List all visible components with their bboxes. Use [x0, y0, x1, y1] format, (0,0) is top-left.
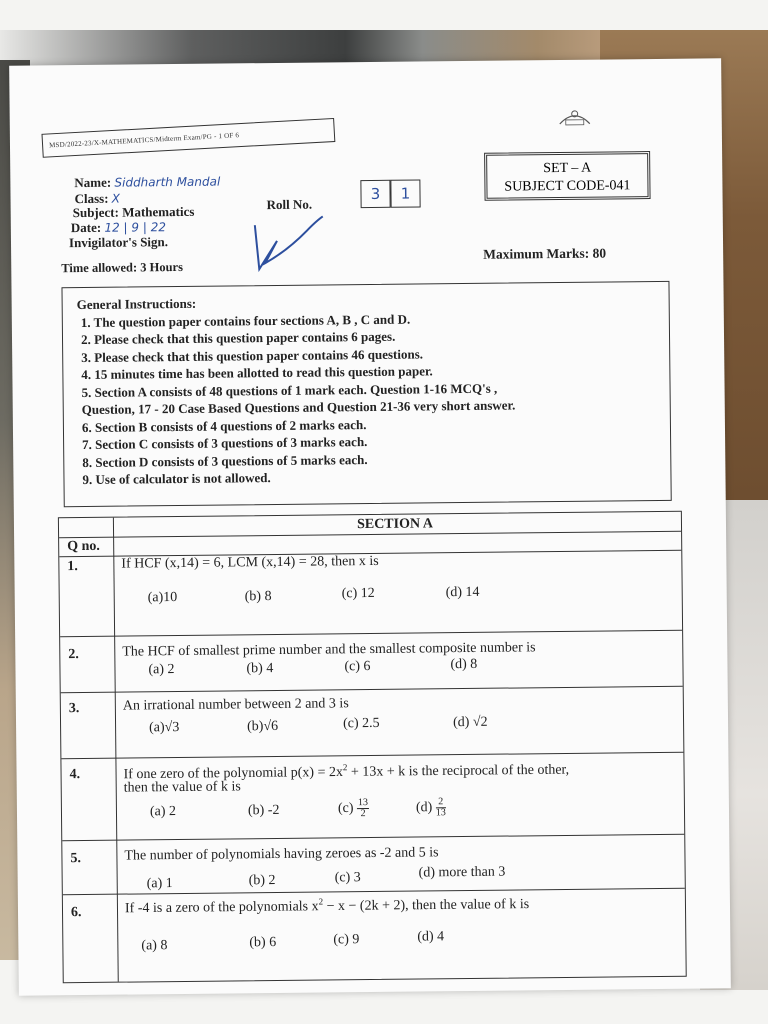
option: (b) 4 [246, 661, 274, 677]
invigilator-label: Invigilator's Sign. [68, 234, 169, 251]
option: (b) 8 [244, 589, 272, 605]
instruction-item: 5. Section A consists of 48 questions of 1 mark each. Question 1-16 MCQ's , [81, 380, 498, 400]
question-text-part: + 13x + k is the reciprocal of the other, [347, 762, 570, 780]
option: (b)√6 [247, 718, 279, 735]
roll-digit: 1 [390, 179, 420, 207]
instruction-item: 8. Section D consists of 3 questions of 5 marks each. [82, 451, 368, 470]
instruction-item: 3. Please check that this question paper contains 46 questions. [81, 345, 424, 365]
subject-value: Mathematics [122, 203, 195, 220]
option: (b) -2 [247, 802, 280, 819]
denominator: 2 [360, 808, 366, 820]
numerator: 13 [357, 797, 368, 809]
option: (c) 6 [344, 659, 371, 675]
option: (c) 9 [333, 932, 360, 948]
option: (c) 3 [334, 870, 361, 886]
set-box [484, 151, 650, 201]
exam-paper [9, 58, 731, 995]
instructions-title: General Instructions: [76, 295, 197, 313]
instruction-item: 2. Please check that this question paper contains 6 pages. [80, 328, 396, 348]
subject-code: SUBJECT CODE-041 [504, 178, 631, 195]
instruction-item: 9. Use of calculator is not allowed. [82, 470, 271, 488]
instruction-item: 4. 15 minutes time has been allotted to read this question paper. [81, 363, 433, 383]
date-value: 12 | 9 | 22 [104, 220, 167, 235]
option: (a) 8 [141, 938, 168, 954]
question-number: 4. [69, 767, 81, 783]
section-title-text: SECTION A [356, 516, 433, 533]
class-value: X [111, 191, 121, 206]
question-row [63, 889, 686, 985]
class-label: Class: [74, 190, 109, 207]
option: (c) 12 [341, 585, 375, 602]
school-logo-icon [554, 106, 596, 128]
fraction [357, 798, 369, 819]
roll-label: Roll No. [266, 196, 313, 213]
option: (a) 1 [146, 876, 173, 892]
numerator: 2 [436, 797, 446, 808]
question-text: If one zero of the polynomial $p(x) = 2x^2 + 13x + k$ is the reciprocal of the other, [123, 762, 570, 783]
option: (c) 2.5 [342, 715, 380, 732]
option-label: (d) [415, 800, 433, 816]
name-line [74, 174, 220, 192]
section-a-table [58, 511, 687, 984]
fraction [436, 797, 446, 818]
question-row [61, 687, 684, 760]
general-instructions [61, 281, 671, 507]
option: (d) 14 [445, 584, 480, 601]
question-text-continued: then the value of k is [123, 779, 241, 796]
subject-label: Subject: [72, 204, 119, 221]
option: (b) 6 [249, 935, 277, 951]
roll-digit: 3 [360, 180, 390, 208]
question-row [61, 753, 684, 842]
set-label: SET – A [543, 160, 592, 177]
question-number: 6. [70, 905, 82, 921]
question-text: An irrational number between 2 and 3 is [122, 696, 349, 714]
option-d [416, 797, 446, 818]
question-number: 5. [70, 851, 82, 867]
instruction-item: 1. The question paper contains four sections A, B , C and D. [80, 311, 411, 330]
option-c [338, 798, 369, 819]
question-text: The HCF of smallest prime number and the smallest composite number is [122, 640, 536, 660]
option: (a)10 [147, 590, 178, 606]
instruction-item: Question, 17 - 20 Case Based Questions and Question 21-36 very short answer. [81, 397, 516, 418]
question-text-part: If one zero of the polynomial p(x) = 2x [123, 764, 344, 783]
date-label: Date: [70, 219, 102, 236]
time-allowed: Time allowed: 3 Hours [61, 259, 183, 276]
option: (d) 8 [450, 656, 478, 673]
option: (a) 2 [148, 662, 175, 678]
question-row [60, 631, 683, 694]
denominator: 13 [435, 807, 446, 819]
question-row [62, 835, 685, 896]
paper-code: MSD/2022-23/X-MATHEMATICS/Midterm Exam/PG - 1 OF 6 [41, 118, 335, 158]
option: (a)√3 [149, 720, 180, 736]
question-text-part: If -4 is a zero of the polynomials x [124, 899, 319, 917]
question-text: If HCF (x,14) = 6, LCM (x,14) = 28, then x is [121, 553, 379, 572]
question-number: 1. [67, 559, 78, 575]
option: (d) √2 [452, 714, 488, 731]
instruction-item: 6. Section B consists of 4 questions of 2 marks each. [81, 416, 367, 435]
question-row [59, 551, 682, 638]
instruction-item: 7. Section C consists of 3 questions of 3 marks each. [82, 434, 368, 453]
option: (b) 2 [248, 873, 276, 889]
question-number: 3. [68, 701, 80, 717]
option-label: (c) [337, 800, 354, 817]
question-number: 2. [68, 647, 79, 663]
option: (a) 2 [149, 804, 177, 820]
name-label: Name: [74, 174, 112, 191]
question-text-part: − x − (2k + 2), then the value of k is [323, 897, 530, 915]
name-value: Siddharth Mandal [114, 174, 221, 190]
invigilator-signature [247, 210, 328, 281]
option: (d) 4 [417, 929, 445, 945]
question-text: If -4 is a zero of the polynomials $x^2 - x - (2k + 2)$, then the value of k is [124, 896, 530, 917]
qno-header: Q no. [67, 538, 100, 555]
question-text: The number of polynomials having zeroes as -2 and 5 is [124, 845, 439, 864]
option: (d) more than 3 [418, 864, 506, 881]
roll-number-box [360, 179, 420, 208]
max-marks: Maximum Marks: 80 [483, 245, 607, 262]
